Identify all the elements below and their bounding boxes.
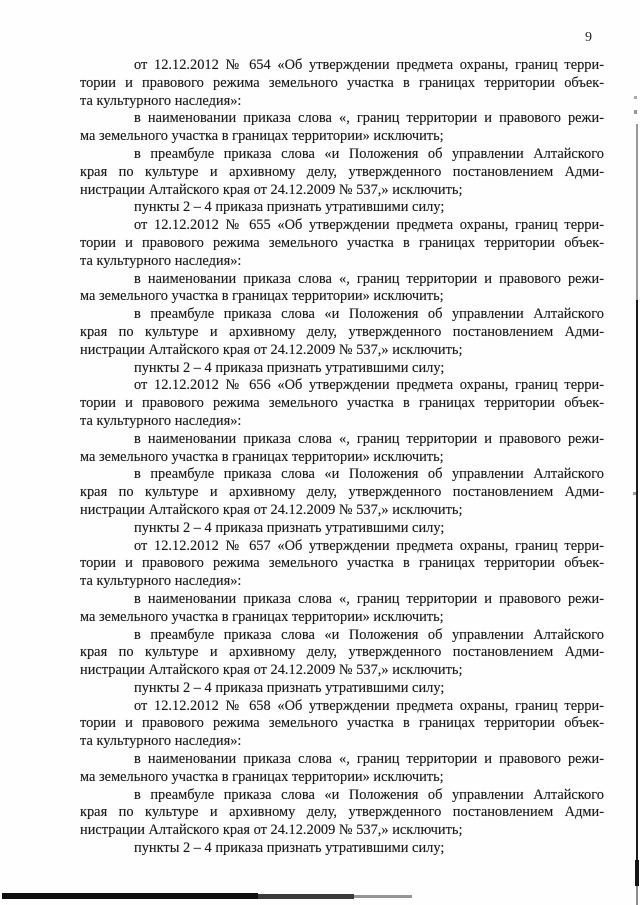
order-amendment-block	[80, 377, 604, 537]
text-line: в наименовании приказа слова «, границ территории и правового режи-	[134, 110, 604, 127]
text-line: та культурного наследия»:	[80, 412, 242, 429]
text-line: та культурного наследия»:	[80, 733, 242, 750]
text-line: тории и правового режима земельного участка в границах территории объек-	[80, 234, 604, 251]
text-line: в преамбуле приказа слова «и Положения об управлении Алтайского	[134, 306, 604, 323]
text-line: ма земельного участка в границах территории» исключить;	[80, 288, 444, 305]
text-line: нистрации Алтайского края от 24.12.2009 № 537,» исключить;	[80, 822, 463, 839]
text-line: тории и правового режима земельного участка в границах территории объек-	[80, 395, 604, 412]
text-line: пункты 2 – 4 приказа признать утратившими силу;	[134, 840, 445, 857]
text-line: ма земельного участка в границах территории» исключить;	[80, 608, 444, 625]
text-line: ма земельного участка в границах территории» исключить;	[80, 128, 444, 145]
text-line: в наименовании приказа слова «, границ территории и правового режи-	[134, 430, 604, 447]
order-amendment-block	[80, 538, 604, 698]
text-line: от 12.12.2012 № 656 «Об утверждении предмета охраны, границ терри-	[134, 377, 604, 394]
paragraph	[80, 466, 604, 519]
text-line: в наименовании приказа слова «, границ территории и правового режи-	[134, 270, 604, 287]
text-line: от 12.12.2012 № 654 «Об утверждении предмета охраны, границ терри-	[134, 57, 604, 73]
text-line: тории и правового режима земельного участка в границах территории объек-	[80, 715, 604, 732]
scan-artifact-bottom-bar-dark-gray	[258, 894, 354, 899]
scan-artifact-speck	[634, 110, 637, 114]
text-line: пункты 2 – 4 приказа признать утратившими силу;	[134, 679, 445, 696]
text-line: та культурного наследия»:	[80, 573, 242, 590]
order-amendment-block	[80, 57, 604, 217]
paragraph	[80, 360, 604, 378]
text-line: нистрации Алтайского края от 24.12.2009 № 537,» исключить;	[80, 662, 463, 679]
paragraph	[80, 271, 604, 307]
text-line: тории и правового режима земельного участка в границах территории объек-	[80, 74, 604, 91]
paragraph	[80, 57, 604, 110]
scan-artifact-vertical-line	[636, 300, 638, 860]
text-line: в преамбуле приказа слова «и Положения об управлении Алтайского	[134, 786, 604, 803]
paragraph	[80, 698, 604, 751]
text-line: края по культуре и архивному делу, утвержденного постановлением Адми-	[80, 323, 604, 340]
text-line: в наименовании приказа слова «, границ территории и правового режи-	[134, 590, 604, 607]
paragraph	[80, 431, 604, 467]
order-amendment-block	[80, 217, 604, 377]
paragraph	[80, 751, 604, 787]
text-line: в преамбуле приказа слова «и Положения об управлении Алтайского	[134, 466, 604, 483]
text-line: от 12.12.2012 № 657 «Об утверждении предмета охраны, границ терри-	[134, 537, 604, 554]
text-line: та культурного наследия»:	[80, 252, 242, 269]
paragraph	[80, 591, 604, 627]
order-amendment-block	[80, 698, 604, 858]
text-line: от 12.12.2012 № 658 «Об утверждении предмета охраны, границ терри-	[134, 697, 604, 714]
text-line: ма земельного участка в границах территории» исключить;	[80, 448, 444, 465]
scan-artifact-bottom-bar-light-gray	[354, 895, 412, 898]
page-number: 9	[585, 30, 592, 45]
paragraph	[80, 520, 604, 538]
paragraph	[80, 306, 604, 359]
paragraph	[80, 110, 604, 146]
scan-artifact-speck	[633, 492, 636, 495]
paragraph	[80, 787, 604, 840]
text-line: пункты 2 – 4 приказа признать утратившими силу;	[134, 359, 445, 376]
text-line: пункты 2 – 4 приказа признать утратившими силу;	[134, 519, 445, 536]
scan-artifact-speck	[634, 96, 637, 99]
paragraph	[80, 538, 604, 591]
text-line: нистрации Алтайского края от 24.12.2009 № 537,» исключить;	[80, 181, 463, 198]
text-line: края по культуре и архивному делу, утвержденного постановлением Адми-	[80, 644, 604, 661]
paragraph	[80, 199, 604, 217]
text-line: от 12.12.2012 № 655 «Об утверждении предмета охраны, границ терри-	[134, 217, 604, 234]
text-line: края по культуре и архивному делу, утвержденного постановлением Адми-	[80, 804, 604, 821]
text-line: нистрации Алтайского края от 24.12.2009 № 537,» исключить;	[80, 341, 463, 358]
text-line: в наименовании приказа слова «, границ территории и правового режи-	[134, 751, 604, 768]
scan-artifact-vertical-line-blob	[635, 860, 639, 886]
text-line: та культурного наследия»:	[80, 92, 242, 109]
paragraph	[80, 146, 604, 199]
document-body	[80, 57, 604, 858]
text-line: нистрации Алтайского края от 24.12.2009 № 537,» исключить;	[80, 501, 463, 518]
paragraph	[80, 627, 604, 680]
scan-artifact-vertical-line-top	[636, 124, 638, 300]
text-line: в преамбуле приказа слова «и Положения об управлении Алтайского	[134, 145, 604, 162]
text-line: ма земельного участка в границах территории» исключить;	[80, 768, 444, 785]
text-line: в преамбуле приказа слова «и Положения об управлении Алтайского	[134, 626, 604, 643]
paragraph	[80, 377, 604, 430]
text-line: пункты 2 – 4 приказа признать утратившими силу;	[134, 199, 445, 216]
text-line: края по культуре и архивному делу, утвержденного постановлением Адми-	[80, 163, 604, 180]
text-line: тории и правового режима земельного участка в границах территории объек-	[80, 555, 604, 572]
paragraph	[80, 680, 604, 698]
paragraph	[80, 840, 604, 858]
paragraph	[80, 217, 604, 270]
scan-artifact-vertical-line-tail	[636, 886, 638, 905]
scan-artifact-bottom-bar-black	[2, 893, 258, 899]
text-line: края по культуре и архивному делу, утвержденного постановлением Адми-	[80, 484, 604, 501]
